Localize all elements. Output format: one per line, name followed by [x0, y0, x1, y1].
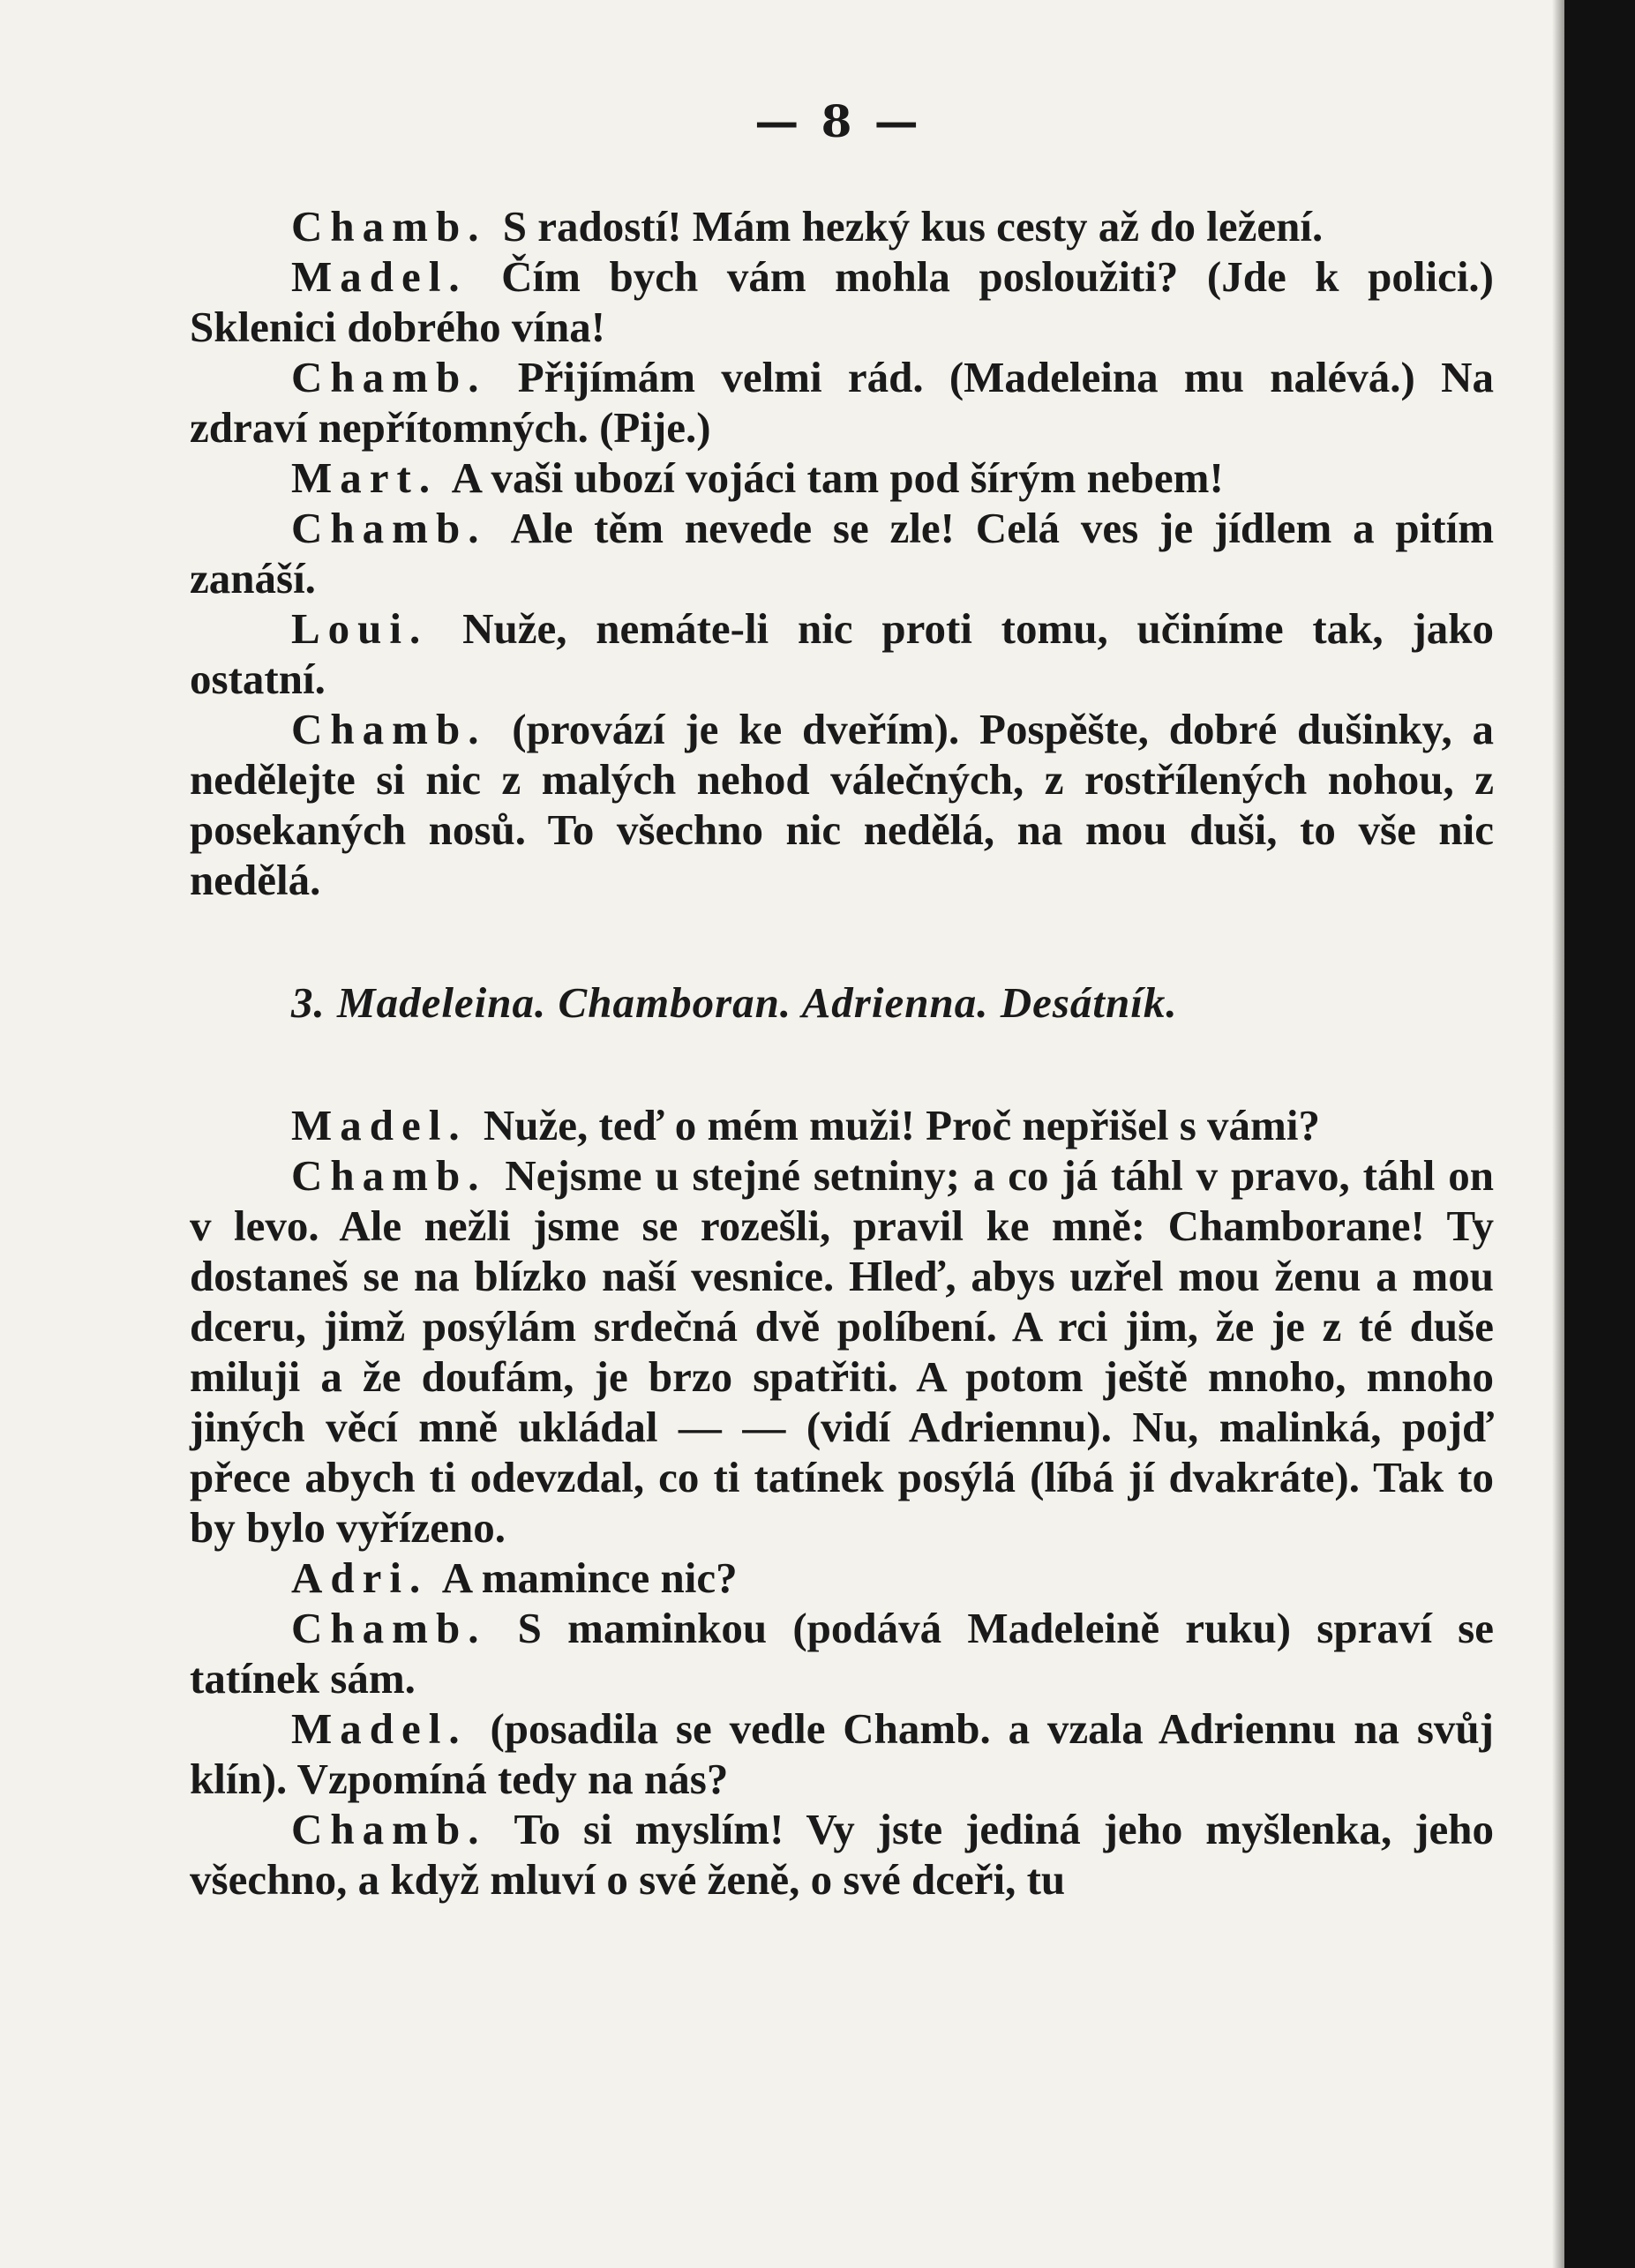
dialogue-paragraph	[190, 352, 1494, 453]
speaker-name: Chamb.	[291, 1151, 487, 1200]
scan-border	[1564, 0, 1635, 2268]
scene-heading: 3. Madeleina. Chamboran. Adrienna. Desátník.	[291, 978, 1178, 1027]
speaker-name: Chamb.	[291, 1604, 487, 1652]
dialogue-text: Ale těm nevede se zle! Celá ves je jídlem a pitím zanáší.	[190, 504, 1495, 603]
dialogue-paragraph	[190, 1553, 1494, 1603]
dialogue-paragraph	[190, 503, 1494, 603]
dialogue-paragraph	[190, 251, 1494, 352]
dialogue-paragraph	[190, 1150, 1494, 1553]
dialogue-paragraph	[190, 201, 1494, 251]
dialogue-text: S radostí! Mám hezký kus cesty až do ležení.	[502, 202, 1324, 251]
dialogue-paragraph	[190, 1100, 1494, 1150]
dialogue-text: (posadila se vedle Chamb. a vzala Adriennu na svůj klín). Vzpomíná tedy na nás?	[190, 1704, 1494, 1803]
dialogue-text: (provází je ke dveřím). Pospěšte, dobré dušinky, a nedělejte si nic z malých nehod válečných, z rostřílených nohou, z posekaných nosů. To všechno nic nedělá, na mou duši, to vše nic nedělá.	[190, 705, 1495, 904]
dialogue-text: A mamince nic?	[441, 1553, 738, 1602]
dialogue-paragraph	[190, 603, 1494, 704]
speaker-name: Chamb.	[291, 1805, 487, 1853]
dialogue-paragraph	[190, 453, 1494, 503]
speaker-name: Chamb.	[291, 353, 487, 401]
dialogue-paragraph	[190, 1603, 1494, 1703]
dialogue-paragraph	[190, 1703, 1494, 1804]
speaker-name: Loui.	[291, 604, 429, 653]
speaker-name: Madel.	[291, 1101, 468, 1149]
dialogue-paragraph	[190, 1804, 1494, 1905]
dialogue-text: Nejsme u stejné setniny; a co já táhl v pravo, táhl on v levo. Ale nežli jsme se rozešli, pravil ke mně: Chamborane! Ty dostaneš se na blízko naší vesnice. Hleď, abys uzřel mou ženu a mou dceru, jimž posýlám srdečná dvě políbení. A rci jim, že je z té duše miluji a že doufám, je brzo spatřiti. A potom ještě mnoho, mnoho jiných věcí mně ukládal — — (vidí Adriennu). Nu, malinká, pojď přece abych ti odevzdal, co ti tatínek posýlá (líbá jí dvakráte). Tak to by bylo vyřízeno.	[190, 1151, 1495, 1552]
speaker-name: Mart.	[291, 453, 439, 502]
dialogue-text: A vaši ubozí vojáci tam pod šírým nebem!	[451, 453, 1224, 502]
dialogue-section-2	[190, 1100, 1494, 1905]
speaker-name: Madel.	[291, 252, 468, 301]
dialogue-text: S maminkou (podává Madeleině ruku) spraví se tatínek sám.	[190, 1604, 1494, 1703]
dialogue-section-1	[190, 201, 1494, 905]
dialogue-text: To si myslím! Vy jste jediná jeho myšlenka, jeho všechno, a když mluví o své ženě, o své dceři, tu	[190, 1805, 1494, 1904]
dialogue-text: Přijímám velmi rád. (Madeleina mu nalévá.) Na zdraví nepřítomných. (Pije.)	[190, 353, 1494, 452]
speaker-name: Madel.	[291, 1704, 468, 1753]
speaker-name: Chamb.	[291, 202, 487, 251]
page-number: — 8 —	[754, 95, 922, 147]
dialogue-text: Čím bych vám mohla posloužiti? (Jde k polici.) Sklenici dobrého vína!	[190, 252, 1494, 351]
page-gutter-shadow	[1552, 0, 1564, 2268]
speaker-name: Chamb.	[291, 504, 487, 552]
speaker-name: Chamb.	[291, 705, 487, 753]
dialogue-text: Nuže, teď o mém muži! Proč nepřišel s vámi?	[483, 1101, 1320, 1149]
dialogue-text: Nuže, nemáte-li nic proti tomu, učiníme tak, jako ostatní.	[190, 604, 1495, 703]
page-text	[190, 201, 1494, 1905]
dialogue-paragraph	[190, 704, 1494, 905]
speaker-name: Adri.	[291, 1553, 429, 1602]
